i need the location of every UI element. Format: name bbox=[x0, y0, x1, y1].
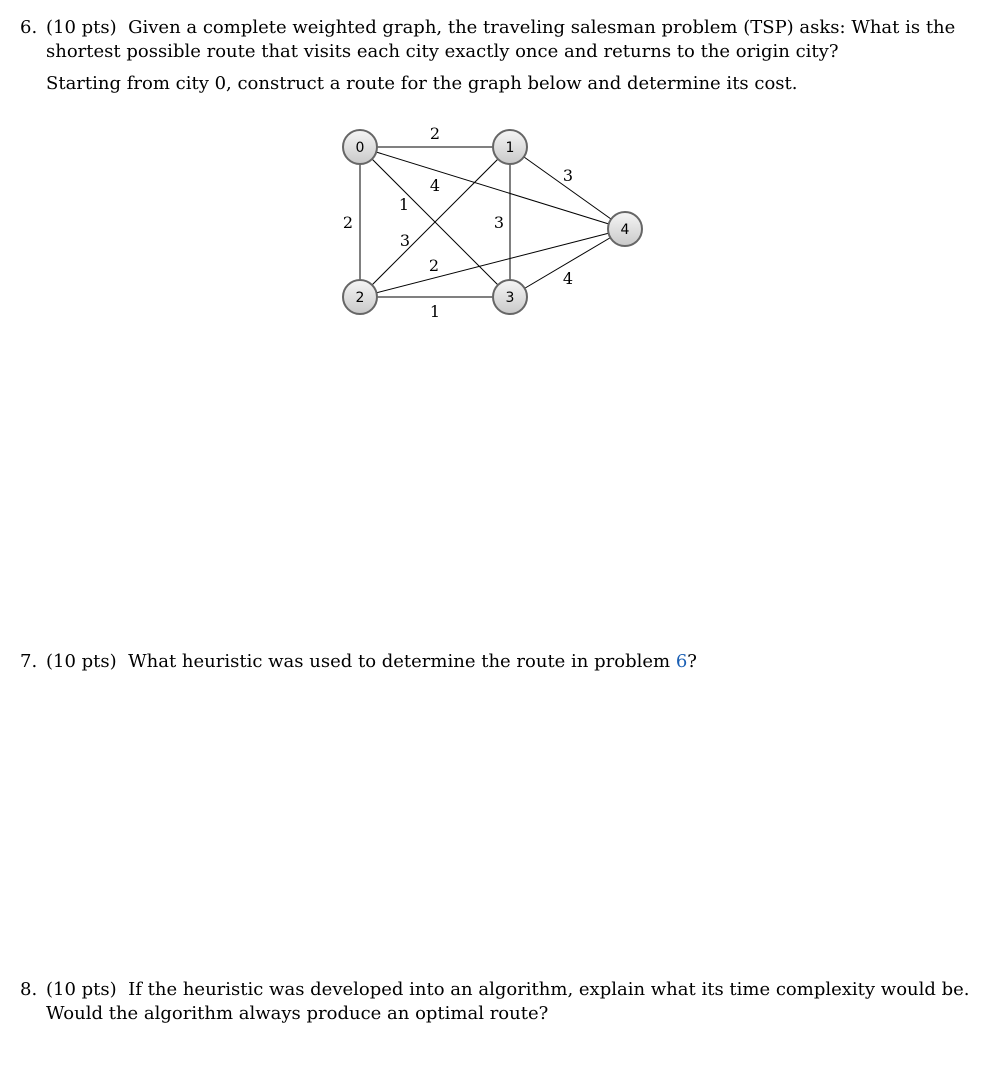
edge-weight-2-4: 2 bbox=[428, 256, 440, 275]
edge-weight-1-2: 3 bbox=[399, 231, 411, 250]
graph-node-0 bbox=[343, 130, 377, 164]
edge-weight-1-3: 3 bbox=[493, 213, 505, 232]
graph-node-label-3: 3 bbox=[505, 290, 515, 306]
graph-node-label-2: 2 bbox=[355, 290, 365, 306]
problem-6 bbox=[20, 16, 960, 96]
graph-node-label-1: 1 bbox=[505, 140, 515, 156]
problem-8-text-1: If the heuristic was developed into an algorithm, explain what its time complexity would be. bbox=[128, 979, 970, 1000]
edge-1-4 bbox=[510, 147, 625, 229]
problem-6-instruction: Starting from city 0, construct a route for the graph below and determine its cost. bbox=[46, 73, 798, 94]
problem-7-text-end: ? bbox=[687, 651, 697, 672]
edge-weight-0-4: 4 bbox=[429, 176, 441, 195]
problem-8-points: (10 pts) bbox=[46, 979, 117, 1000]
problem-8-line-1 bbox=[20, 978, 970, 1002]
graph-node-4 bbox=[608, 212, 642, 246]
edge-weight-0-2: 2 bbox=[342, 213, 354, 232]
edge-weight-0-3: 1 bbox=[398, 195, 410, 214]
problem-6-text-1: Given a complete weighted graph, the traveling salesman problem (TSP) asks: What is the bbox=[128, 17, 956, 38]
edge-weight-0-1: 2 bbox=[429, 124, 441, 143]
problem-6-number: 6. bbox=[20, 17, 38, 38]
problem-7 bbox=[20, 650, 960, 674]
edge-weight-1-4: 3 bbox=[562, 166, 574, 185]
tsp-graph bbox=[330, 112, 660, 332]
graph-node-1 bbox=[493, 130, 527, 164]
problem-6-line-1 bbox=[20, 16, 960, 40]
edge-weight-3-4: 4 bbox=[562, 269, 574, 288]
edge-0-4 bbox=[360, 147, 625, 229]
graph-node-2 bbox=[343, 280, 377, 314]
problem-7-text: What heuristic was used to determine the route in problem bbox=[128, 651, 671, 672]
graph-node-3 bbox=[493, 280, 527, 314]
tsp-graph-figure bbox=[330, 112, 660, 332]
problem-7-points: (10 pts) bbox=[46, 651, 117, 672]
problem-6-line-2: shortest possible route that visits each city exactly once and returns to the origin city? bbox=[46, 41, 839, 62]
problem-8-line-2: Would the algorithm always produce an optimal route? bbox=[46, 1003, 549, 1024]
problem-8 bbox=[20, 978, 970, 1026]
problem-7-number: 7. bbox=[20, 651, 38, 672]
graph-node-label-4: 4 bbox=[620, 222, 630, 238]
graph-node-label-0: 0 bbox=[355, 140, 365, 156]
problem-6-points: (10 pts) bbox=[46, 17, 117, 38]
problem-8-number: 8. bbox=[20, 979, 38, 1000]
problem-7-line-1 bbox=[20, 650, 960, 674]
edge-weight-2-3: 1 bbox=[429, 302, 441, 321]
problem-6-reference-link[interactable]: 6 bbox=[675, 651, 688, 672]
